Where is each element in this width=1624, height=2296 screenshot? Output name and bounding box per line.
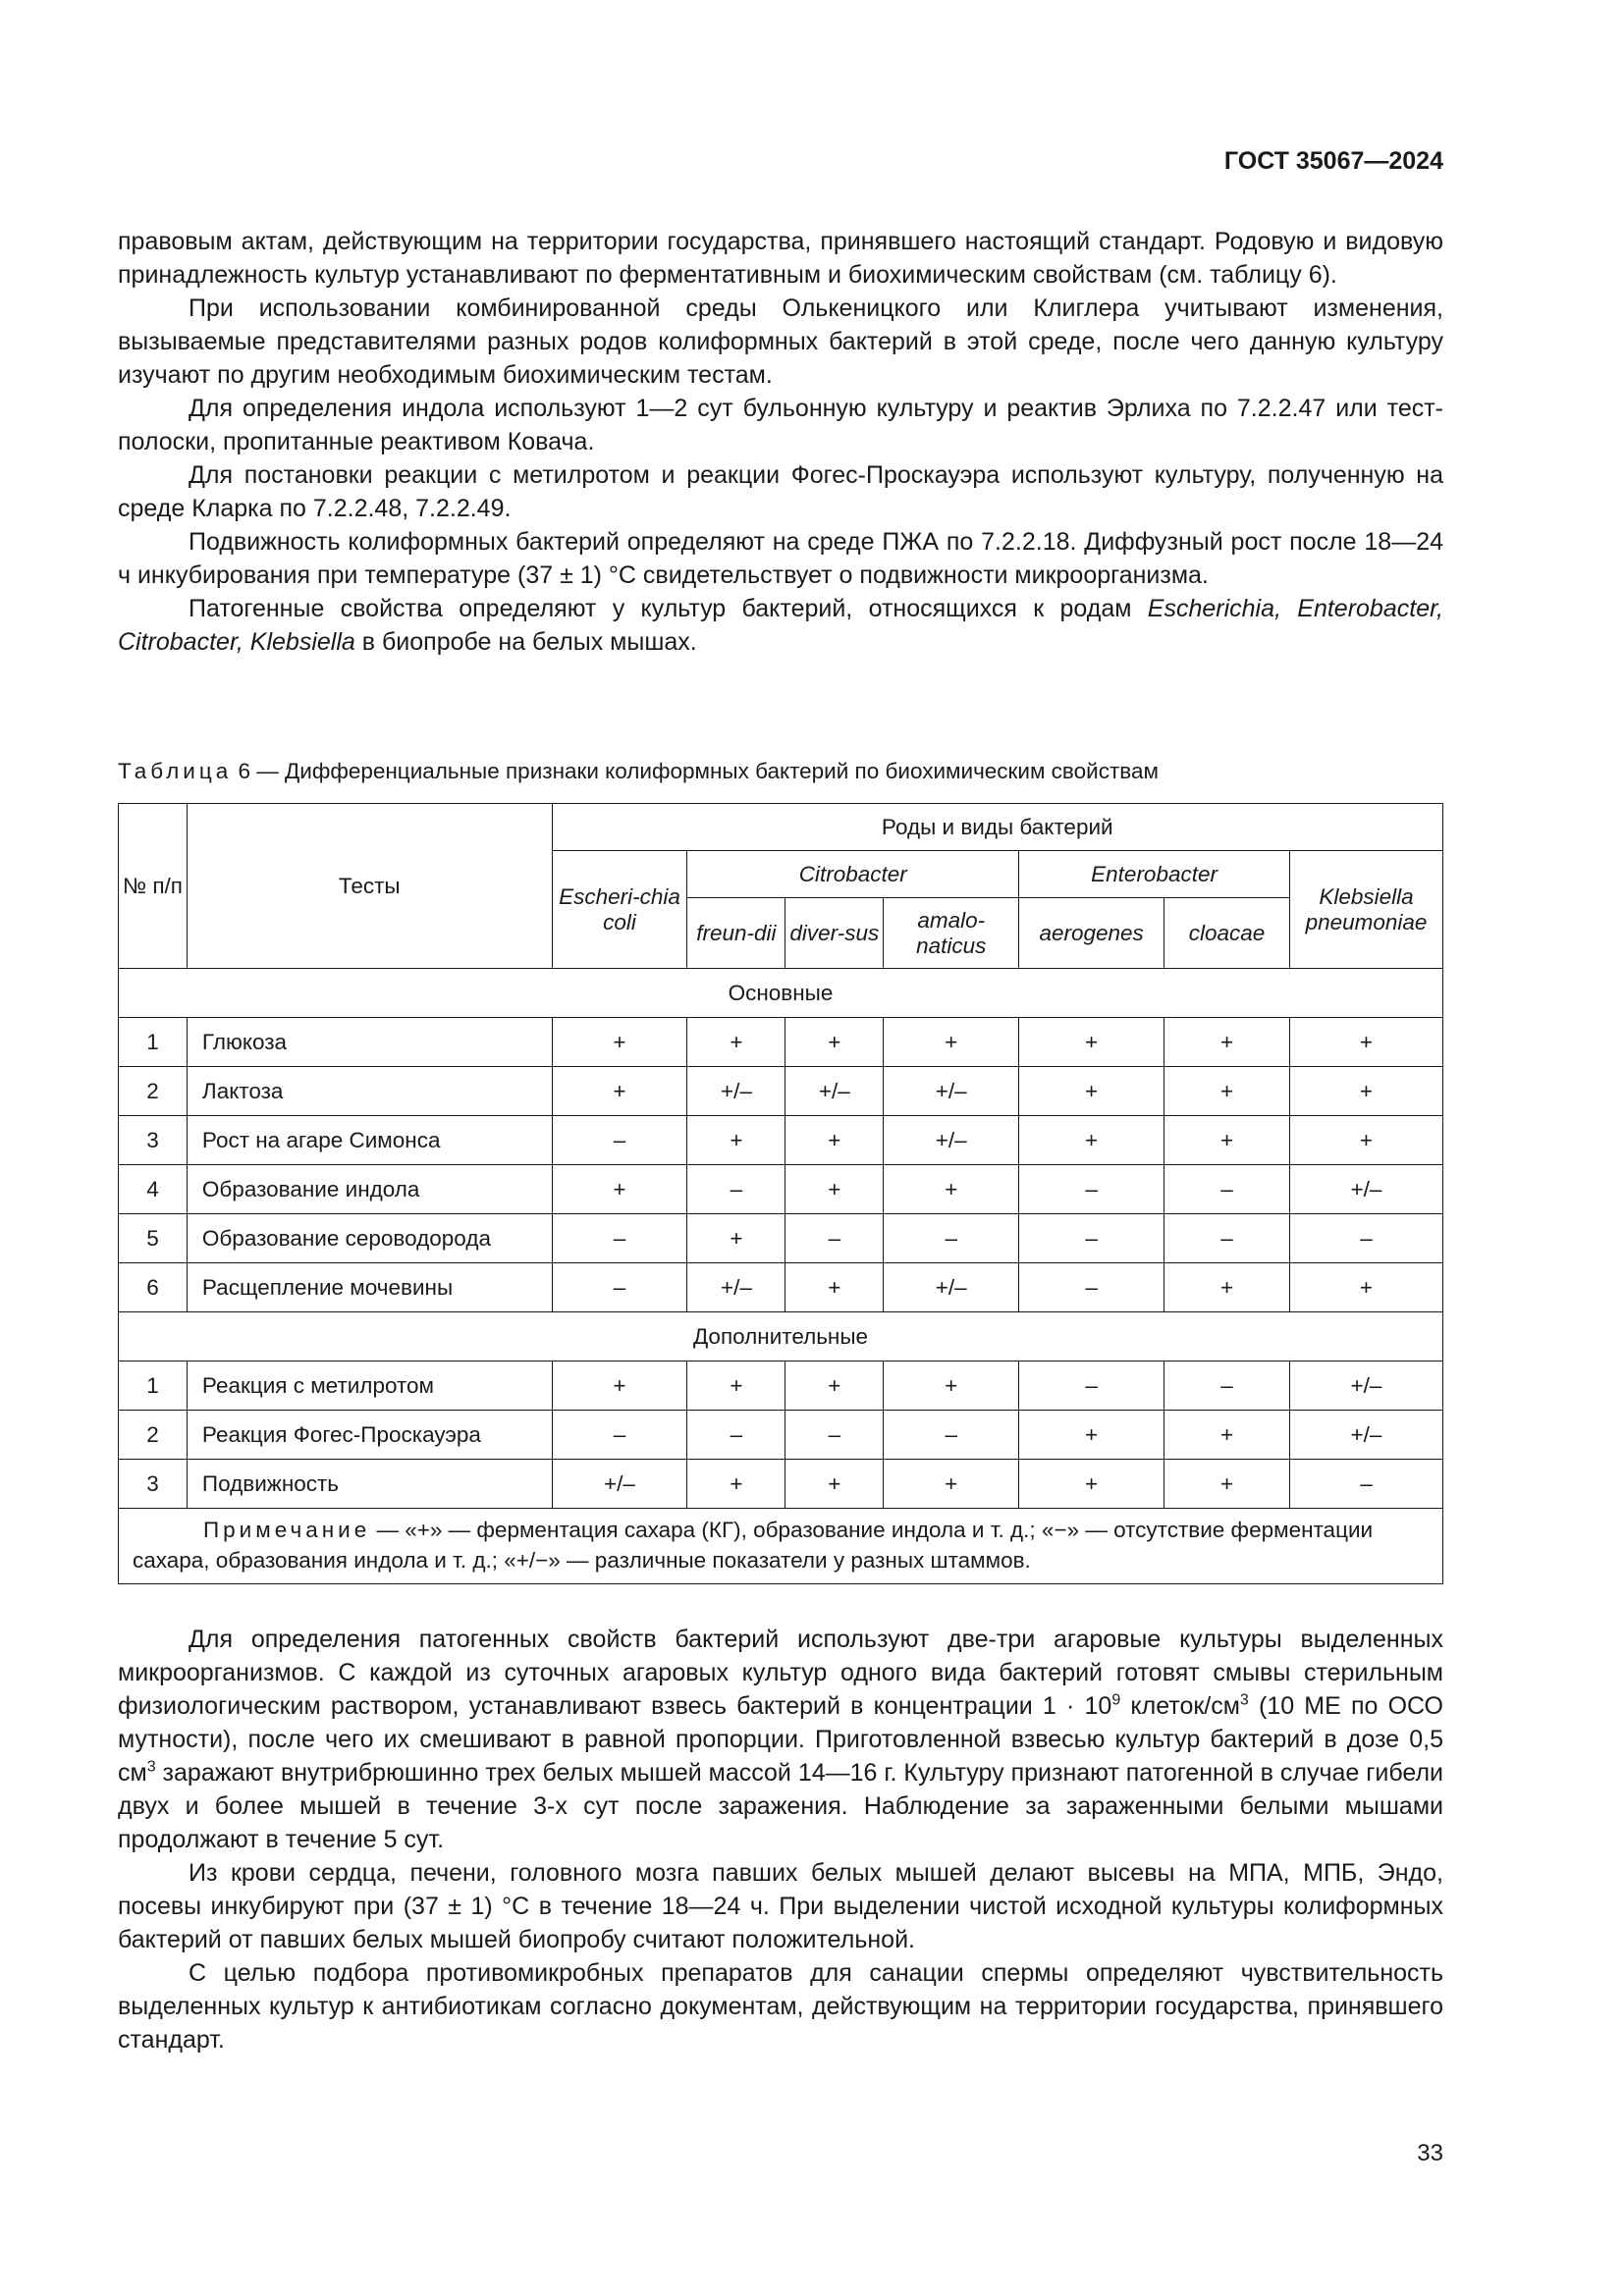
col-header-diversus: diver-sus [785,898,884,969]
paragraph: При использовании комбинированной среды Олькеницкого или Клиглера учитывают изменения, вызываемые представителями разных родов колиформных бактерий в этой среде, после чего данную культуру изучают по другим необходимым биохимическим тестам. [118,294,1443,389]
col-header-citrobacter: Citrobacter [687,851,1019,898]
col-header-freundii: freun-dii [687,898,785,969]
group-header: Роды и виды бактерий [552,804,1442,851]
paragraph: Из крови сердца, печени, головного мозга павших белых мышей делают высевы на МПА, МПБ, Эндо, посевы инкубируют при (37 ± 1) °С в течение 18—24 ч. При выделении чистой исходной культуры колиформных бактерий от павших белых мышей биопробу считают положительной. [118,1859,1443,1953]
paragraph: Подвижность колиформных бактерий определяют на среде ПЖА по 7.2.2.18. Диффузный рост после 18—24 ч инкубирования при температуре (37 ± 1) °С свидетельствует о подвижности микроорганизма. [118,528,1443,589]
paragraph: Для постановки реакции с метилротом и реакции Фогес-Проскауэра используют культуру, полученную на среде Кларка по 7.2.2.48, 7.2.2.49. [118,461,1443,522]
col-header-enterobacter: Enterobacter [1019,851,1290,898]
table-row: 5 Образование сероводорода – + – – – – – [119,1214,1443,1263]
col-header-cloacae: cloacae [1164,898,1290,969]
table-row: 3 Подвижность +/– + + + + + – [119,1460,1443,1509]
page-number: 33 [1417,2140,1443,2166]
table-row: 2 Реакция Фогес-Проскауэра – – – – + + +/– [119,1411,1443,1460]
table-row: 2 Лактоза + +/– +/– +/– + + + [119,1067,1443,1116]
table-row: 3 Рост на агаре Симонса – + + +/– + + + [119,1116,1443,1165]
paragraph: правовым актам, действующим на территории государства, принявшего настоящий стандарт. Родовую и видовую принадлежность культур устанавливают по ферментативным и биохимическим свойствам (см. таблицу 6). [118,228,1443,289]
paragraph: Для определения индола используют 1—2 сут бульонную культуру и реактив Эрлиха по 7.2.2.47 или тест-полоски, пропитанные реактивом Ковача. [118,395,1443,455]
col-header-amalonaticus: amalo-naticus [884,898,1019,969]
paragraph: Для определения патогенных свойств бактерий используют две-три агаровые культуры выделенных микроорганизмов. С каждой из суточных агаровых культур одного вида бактерий готовят смывы стерильным физиологическим раствором, устанавливают взвесь бактерий в концентрации $1 \cdot 10^9$ клеток/$см^3$ (10 МЕ по ОСО мутности), после чего их смешивают в равной пропорции. Приготовленной взвесью культур бактерий в дозе 0,5 $см^3$ заражают внутрибрюшинно трех белых мышей массой 14—16 г. Культуру признают патогенной в случае гибели двух и более мышей в течение 3-х сут после заражения. Наблюдение за зараженными белыми мышами продолжают в течение 5 сут. [118,1626,1443,1853]
section-main: Основные [119,969,1443,1018]
bottom-text [118,1623,1443,2056]
document-id: ГОСТ 35067—2024 [1223,147,1443,175]
col-header-number: № п/п [119,804,188,969]
pathogen-paragraph: Патогенные свойства определяют у культур бактерий, относящихся к родам Escherichia, Enterobacter, Citrobacter, Klebsiella в биопробе на белых мышах. [118,595,1443,656]
table-note: Примечание — «+» — ферментация сахара (КГ), образование индола и т. д.; «−» — отсутствие ферментации сахара, образования индола и т. д.; «+/−» — различные показатели у разных штаммов. [119,1509,1443,1584]
col-header-aerogenes: aerogenes [1019,898,1164,969]
intro-text [118,225,1443,659]
col-header-klebsiella: Klebsiella pneumoniae [1289,851,1442,969]
biochem-table [118,803,1443,1584]
table-caption: Таблица 6 — Дифференциальные признаки колиформных бактерий по биохимическим свойствам [118,759,1159,783]
table-row: 1 Реакция с метилротом + + + + – – +/– [119,1362,1443,1411]
table-row: 1 Глюкоза + + + + + + + [119,1018,1443,1067]
col-header-escherichia: Escheri-chia coli [552,851,687,969]
paragraph: С целью подбора противомикробных препаратов для санации спермы определяют чувствительность выделенных культур к антибиотикам согласно документам, действующим на территории государства, принявшего стандарт. [118,1959,1443,2054]
section-extra: Дополнительные [119,1312,1443,1362]
col-header-tests: Тесты [187,804,552,969]
table-row: 6 Расщепление мочевины – +/– + +/– – + + [119,1263,1443,1312]
table-row: 4 Образование индола + – + + – – +/– [119,1165,1443,1214]
